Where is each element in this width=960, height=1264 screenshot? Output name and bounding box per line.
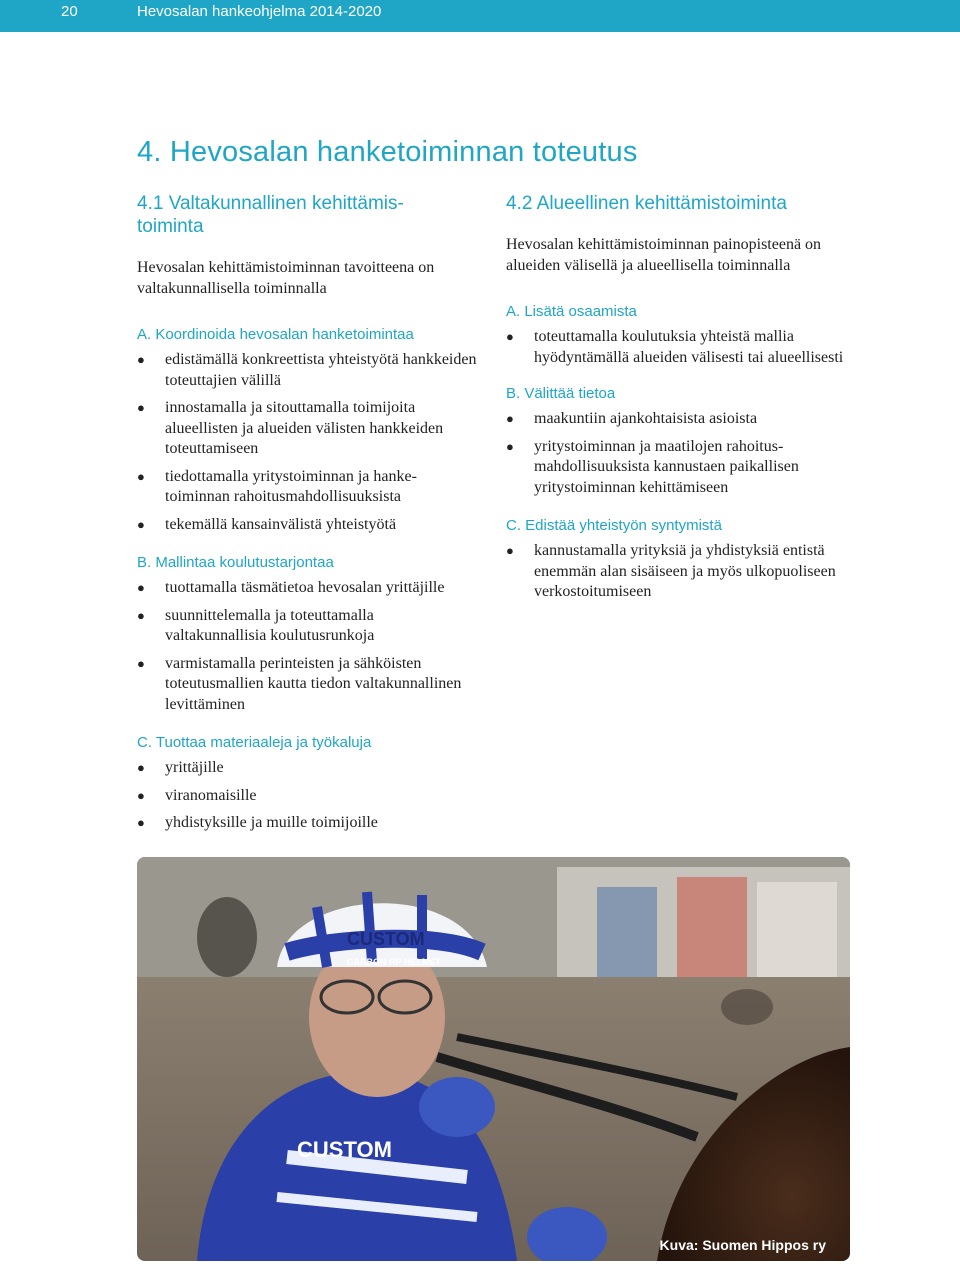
- heading-line-1: 4.1 Valtakunnallinen kehittämis-: [137, 193, 404, 214]
- subsection-title: A. Lisätä osaamista: [506, 303, 637, 320]
- bullet-icon: ●: [137, 787, 145, 803]
- bullet-icon: ●: [137, 655, 145, 671]
- bullet-icon: ●: [137, 580, 145, 595]
- bullet-icon: ●: [137, 400, 145, 415]
- photo-illustration: [137, 857, 850, 1261]
- list-item: ● yritystoiminnan ja maatilojen rahoitus-mahdollisuuksista kannustaen paikallisen yritystoiminnan kehittämiseen: [506, 437, 799, 496]
- photo-credit: Kuva: Suomen Hippos ry: [659, 1237, 826, 1253]
- list-item: ● toteuttamalla koulutuksia yhteistä mallia hyödyntämällä alueiden välisesti tai alueellisesti: [506, 328, 844, 366]
- bullet-list: [506, 327, 856, 368]
- section-heading-4-1: [137, 192, 477, 238]
- section-heading-4-2: 4.2 Alueellinen kehittämistoiminta: [506, 193, 787, 214]
- bullet-icon: ●: [137, 352, 145, 367]
- list-item: ● kannustamalla yrityksiä ja yhdistyksiä entistä enemmän alan sisäiseen ja myös ulkopuoliseen verkostoitumiseen: [506, 542, 836, 600]
- list-item: ● edistämällä konkreettista yhteistyötä hankkeiden toteuttajien välillä: [137, 351, 477, 389]
- page-header-bar: [0, 0, 960, 32]
- subsection-title: B. Mallintaa koulutustarjontaa: [137, 554, 334, 571]
- bullet-icon: ●: [506, 543, 514, 558]
- helmet-text-2: CARBON RP HELMET: [347, 957, 441, 967]
- right-intro: Hevosalan kehittämistoiminnan painopisteenä on alueiden välisellä ja alueellisella toiminnalla: [506, 236, 822, 274]
- list-item: ● yhdistyksille ja muille toimijoille: [137, 813, 477, 834]
- bullet-icon: ●: [506, 329, 514, 344]
- list-item: ● varmistamalla perinteisten ja sähköisten toteutusmallien kautta tiedon valtakunnallinen levittäminen: [137, 654, 462, 713]
- left-column: [137, 192, 477, 834]
- helmet-text: CUSTOM: [347, 929, 425, 949]
- jacket-text: CUSTOM: [297, 1137, 392, 1162]
- bullet-list: [137, 578, 477, 715]
- list-item: ● yrittäjille: [137, 758, 477, 779]
- bullet-icon: ●: [506, 438, 514, 454]
- bullet-icon: ●: [506, 411, 514, 426]
- chapter-title: 4. Hevosalan hanketoiminnan toteutus: [137, 136, 638, 168]
- subsection-title: C. Tuottaa materiaaleja ja työkaluja: [137, 734, 372, 751]
- bullet-list: [137, 758, 477, 834]
- bullet-icon: ●: [137, 760, 145, 775]
- page-number: 20: [61, 3, 78, 20]
- bullet-list: [506, 409, 856, 498]
- heading-line-2: toiminta: [137, 216, 204, 237]
- subsection-title: B. Välittää tietoa: [506, 385, 616, 402]
- harness-driver-photo: [137, 857, 850, 1261]
- subsection-title: C. Edistää yhteistyön syntymistä: [506, 517, 722, 534]
- list-item: ● tuottamalla täsmätietoa hevosalan yrittäjille: [137, 578, 477, 599]
- list-item: ● maakuntiin ajankohtaisista asioista: [506, 409, 856, 430]
- bullet-icon: ●: [137, 468, 145, 484]
- bullet-list: [137, 350, 477, 535]
- bullet-list: [506, 541, 856, 603]
- bullet-icon: ●: [137, 607, 145, 623]
- list-item: ● viranomaisille: [137, 786, 477, 807]
- right-column: [506, 192, 856, 603]
- bullet-icon: ●: [137, 815, 145, 830]
- bullet-icon: ●: [137, 516, 145, 532]
- publication-title: Hevosalan hankeohjelma 2014-2020: [137, 3, 382, 20]
- list-item: ● innostamalla ja sitouttamalla toimijoita alueellisten ja alueiden välisten hankkeiden toteuttamiseen: [137, 399, 444, 457]
- list-item: ● suunnittelemalla ja toteuttamalla valtakunnallisia koulutusrunkoja: [137, 606, 375, 644]
- list-item: ● tekemällä kansainvälistä yhteistyötä: [137, 515, 477, 536]
- left-intro: Hevosalan kehittämistoiminnan tavoitteena on valtakunnallisella toiminnalla: [137, 259, 435, 297]
- list-item: ● tiedottamalla yritystoiminnan ja hanke-toiminnan rahoitusmahdollisuuksista: [137, 467, 417, 505]
- subsection-title: A. Koordinoida hevosalan hanketoimintaa: [137, 326, 414, 343]
